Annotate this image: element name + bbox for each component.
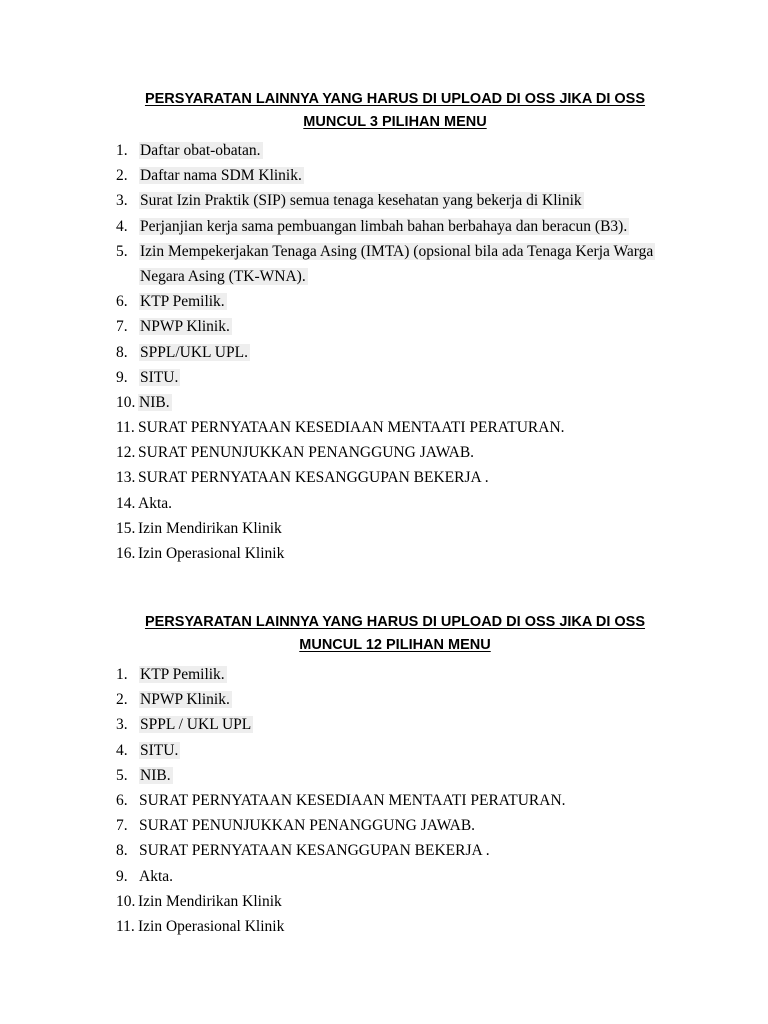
- list-item-number: 5.: [116, 766, 128, 784]
- list-item-number: 1.: [116, 142, 128, 159]
- list-item-number: 3.: [116, 192, 128, 210]
- list-item-text: NPWP Klinik.: [140, 318, 230, 336]
- list-item-text: SITU.: [140, 368, 179, 386]
- section-1-list: [116, 138, 696, 566]
- list-item-number: 2.: [116, 691, 128, 709]
- section-2-heading: [90, 611, 700, 657]
- list-item-number: 5.: [116, 242, 128, 260]
- list-item-text: Izin Operasional Klinik: [138, 917, 285, 935]
- list-item-number: 10.: [116, 393, 136, 411]
- list-item-number: 16.: [116, 545, 136, 563]
- list-item-text: Akta.: [138, 494, 173, 512]
- list-item: [116, 314, 696, 339]
- list-item: [116, 188, 696, 213]
- list-item: [116, 813, 696, 838]
- section-1-heading-line-2: MUNCUL 3 PILIHAN MENU: [303, 114, 487, 130]
- list-item-text: SITU.: [140, 741, 179, 759]
- list-item: [116, 914, 696, 939]
- list-item-text-line-2: Negara Asing (TK-WNA).: [140, 267, 306, 285]
- list-item-number: 13.: [116, 469, 136, 487]
- list-item: [116, 763, 696, 788]
- list-item: [116, 889, 696, 914]
- list-item-number: 12.: [116, 444, 136, 462]
- list-item: [116, 788, 696, 813]
- list-item-number: 11.: [116, 917, 135, 935]
- list-item-number: 8.: [116, 842, 128, 860]
- list-item: [116, 838, 696, 863]
- list-item-number: 7.: [116, 817, 128, 835]
- section-2-heading-line-2: MUNCUL 12 PILIHAN MENU: [299, 637, 491, 653]
- list-item: [116, 491, 696, 516]
- list-item-number: 8.: [116, 343, 128, 361]
- list-item: [116, 390, 696, 415]
- list-item-number: 7.: [116, 318, 128, 336]
- list-item: [116, 239, 696, 289]
- list-item-text: Surat Izin Praktik (SIP) semua tenaga kesehatan yang bekerja di Klinik: [140, 192, 582, 210]
- list-item-text: Izin Operasional Klinik: [138, 545, 285, 563]
- list-item-text: NPWP Klinik.: [140, 691, 230, 709]
- list-item-number: 3.: [116, 716, 128, 734]
- list-item-number: 6.: [116, 293, 128, 311]
- list-item-text: Perjanjian kerja sama pembuangan limbah bahan berbahaya dan beracun (B3).: [140, 217, 628, 235]
- list-item-text: SURAT PENUNJUKKAN PENANGGUNG JAWAB.: [138, 444, 475, 462]
- section-2-heading-line-1: PERSYARATAN LAINNYA YANG HARUS DI UPLOAD DI OSS JIKA DI OSS: [144, 614, 646, 630]
- list-item-text: SURAT PENUNJUKKAN PENANGGUNG JAWAB.: [139, 817, 476, 835]
- list-item: [116, 738, 696, 763]
- list-item: [116, 340, 696, 365]
- list-item-number: 14.: [116, 494, 136, 512]
- list-item-text-line-1: Izin Mempekerjakan Tenaga Asing (IMTA) (opsional bila ada Tenaga Kerja Warga: [140, 242, 654, 260]
- list-item-text: Akta.: [139, 867, 174, 885]
- list-item-text: Daftar nama SDM Klinik.: [140, 167, 302, 185]
- list-item-number: 1.: [116, 666, 128, 683]
- list-item: [116, 440, 696, 465]
- list-item-text: SPPL / UKL UPL: [140, 716, 252, 734]
- section-1-heading-line-1: PERSYARATAN LAINNYA YANG HARUS DI UPLOAD DI OSS JIKA DI OSS: [144, 91, 646, 107]
- list-item-number: 9.: [116, 867, 128, 885]
- list-item: [116, 662, 696, 687]
- list-item-number: 15.: [116, 519, 136, 537]
- list-item-text: SURAT PERNYATAAN KESANGGUPAN BEKERJA .: [138, 469, 489, 487]
- list-item-text: Izin Mendirikan Klinik: [138, 892, 282, 910]
- list-item-number: 9.: [116, 368, 128, 386]
- list-item-text: SPPL/UKL UPL.: [140, 343, 248, 361]
- list-item: [116, 163, 696, 188]
- list-item: [116, 214, 696, 239]
- list-item-text: Daftar obat-obatan.: [140, 142, 261, 159]
- list-item-text: KTP Pemilik.: [140, 666, 225, 683]
- list-item: [116, 465, 696, 490]
- list-item-number: 6.: [116, 791, 128, 809]
- list-item: [116, 687, 696, 712]
- list-item-text: Izin Mendirikan Klinik: [138, 519, 282, 537]
- list-item: [116, 712, 696, 737]
- list-item-number: 10.: [116, 892, 136, 910]
- list-item: [116, 138, 696, 163]
- list-item-text: KTP Pemilik.: [140, 293, 225, 311]
- list-item-number: 4.: [116, 741, 128, 759]
- list-item: [116, 541, 696, 566]
- list-item: [116, 289, 696, 314]
- list-item-number: 11.: [116, 419, 135, 437]
- list-item-text: NIB.: [139, 393, 170, 411]
- list-item: [116, 864, 696, 889]
- list-item-text: SURAT PERNYATAAN KESEDIAAN MENTAATI PERATURAN.: [138, 419, 565, 437]
- section-1-heading: [90, 88, 700, 134]
- list-item-text: SURAT PERNYATAAN KESEDIAAN MENTAATI PERATURAN.: [139, 791, 566, 809]
- list-item-text: NIB.: [140, 766, 171, 784]
- list-item-number: 4.: [116, 217, 128, 235]
- section-2-list: [116, 662, 696, 939]
- list-item-text: SURAT PERNYATAAN KESANGGUPAN BEKERJA .: [139, 842, 490, 860]
- list-item: [116, 415, 696, 440]
- list-item: [116, 365, 696, 390]
- list-item-number: 2.: [116, 167, 128, 185]
- list-item: [116, 516, 696, 541]
